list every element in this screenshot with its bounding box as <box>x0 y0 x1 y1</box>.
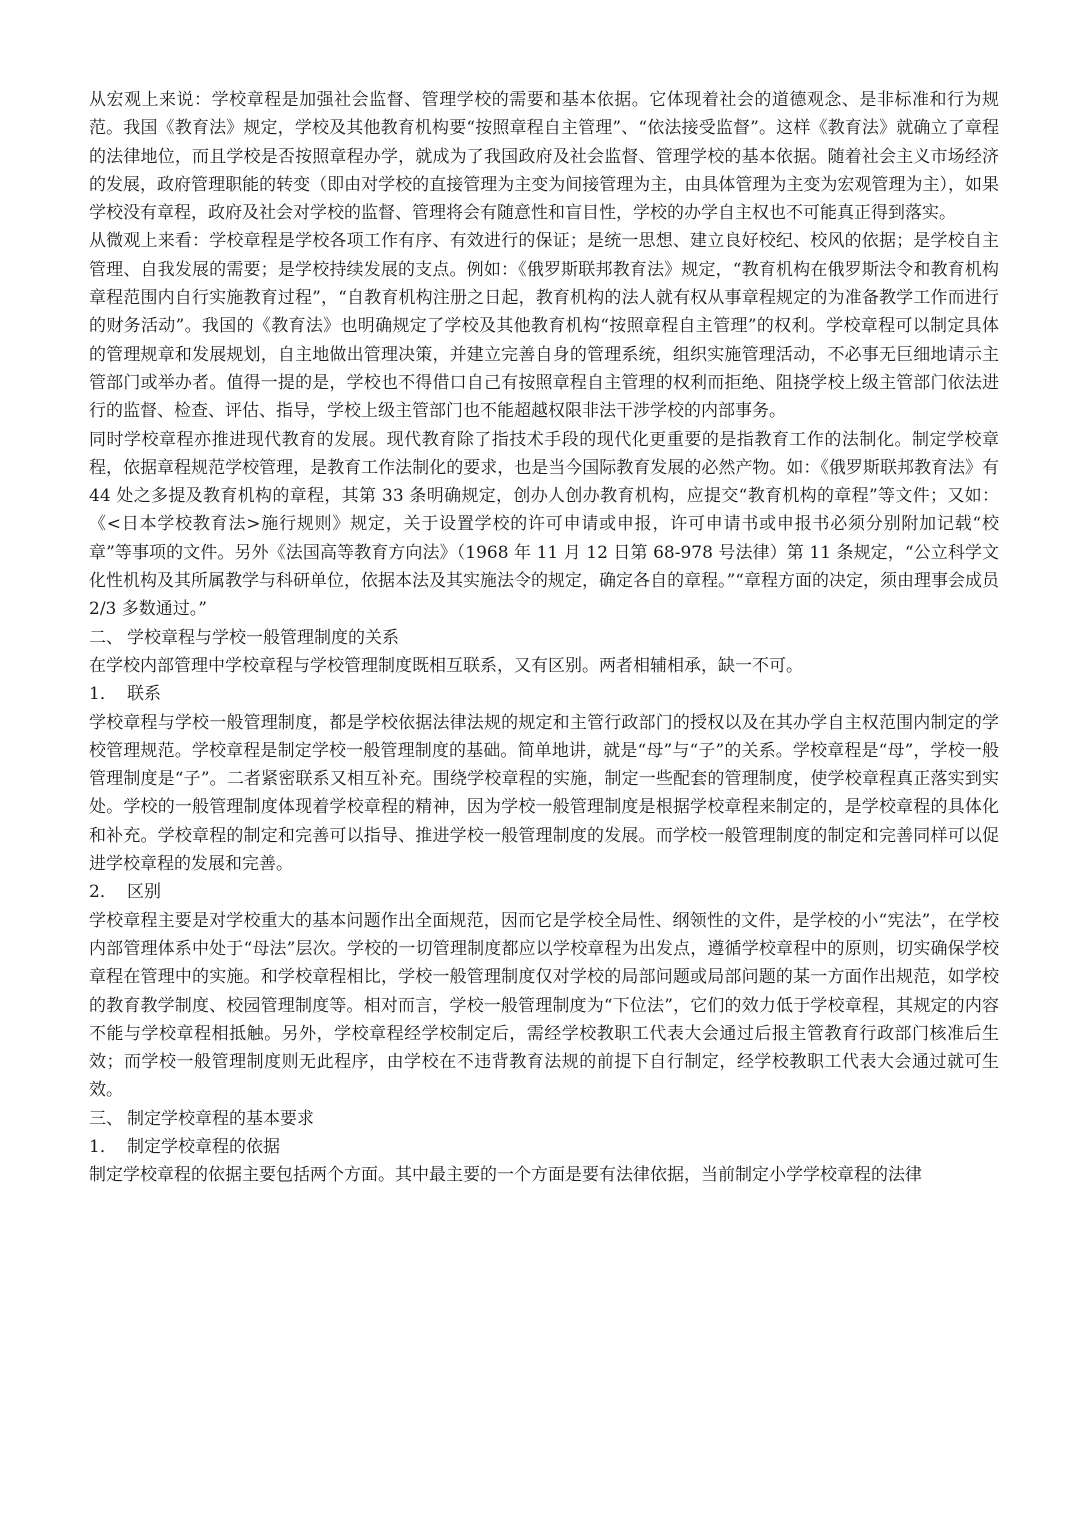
section-title: 制定学校章程的基本要求 <box>127 1108 314 1129</box>
paragraph-connection: 学校章程与学校一般管理制度，都是学校依据法律法规的规定和主管行政部门的授权以及在其办学自主权范围内制定的学校管理规范。学校章程是制定学校一般管理制度的基础。简单地讲，就是“母”与“子”的关系。学校章程是“母”，学校一般管理制度是“子”。二者紧密联系又相互补充。围绕学校章程的实施，制定一些配套的管理制度，使学校章程真正落实到实处。学校的一般管理制度体现着学校章程的精神，因为学校一般管理制度是根据学校章程来制定的，是学校章程的具体化和补充。学校章程的制定和完善可以指导、推进学校一般管理制度的发展。而学校一般管理制度的制定和完善同样可以促进学校章程的发展和完善。 <box>89 712 999 875</box>
paragraph-macro: 从宏观上来说：学校章程是加强社会监督、管理学校的需要和基本依据。它体现着社会的道德观念、是非标准和行为规范。我国《教育法》规定，学校及其他教育机构要“按照章程自主管理”、“依法接受监督”。这样《教育法》就确立了章程的法律地位，而且学校是否按照章程办学，就成为了我国政府及社会监督、管理学校的基本依据。随着社会主义市场经济的发展，政府管理职能的转变（即由对学校的直接管理为主变为间接管理为主，由具体管理为主变为宏观管理为主），如果学校没有章程，政府及社会对学校的监督、管理将会有随意性和盲目性，学校的办学自主权也不可能真正得到落实。 <box>89 90 999 224</box>
paragraph-basis: 制定学校章程的依据主要包括两个方面。其中最主要的一个方面是要有法律依据，当前制定小学学校章程的法律 <box>89 1165 922 1186</box>
paragraph-internal-management: 在学校内部管理中学校章程与学校管理制度既相互联系，又有区别。两者相辅相承，缺一不可。 <box>89 655 803 676</box>
paragraph-difference: 学校章程主要是对学校重大的基本问题作出全面规范，因而它是学校全局性、纲领性的文件，是学校的小“宪法”，在学校内部管理体系中处于“母法”层次。学校的一切管理制度都应以学校章程为出发点，遵循学校章程中的原则，切实确保学校章程在管理中的实施。和学校章程相比，学校一般管理制度仅对学校的局部问题或局部问题的某一方面作出规范，如学校的教育教学制度、校园管理制度等。相对而言，学校一般管理制度为“下位法”，它们的效力低于学校章程，其规定的内容不能与学校章程相抵触。另外，学校章程经学校制定后，需经学校教职工代表大会通过后报主管教育行政部门核准后生效；而学校一般管理制度则无此程序，由学校在不违背教育法规的前提下自行制定，经学校教职工代表大会通过就可生效。 <box>89 910 999 1101</box>
paragraph-micro: 从微观上来看：学校章程是学校各项工作有序、有效进行的保证；是统一思想、建立良好校纪、校风的依据；是学校自主管理、自我发展的需要；是学校持续发展的支点。例如：《俄罗斯联邦教育法》规定，“教育机构在俄罗斯法令和教育机构章程范围内自行实施教育过程”，“自教育机构注册之日起，教育机构的法人就有权从事章程规定的为准备教学工作而进行的财务活动”。我国的《教育法》也明确规定了学校及其他教育机构“按照章程自主管理”的权利。学校章程可以制定具体的管理规章和发展规划，自主地做出管理决策，并建立完善自身的管理系统，组织实施管理活动，不必事无巨细地请示主管部门或举办者。值得一提的是，学校也不得借口自己有按照章程自主管理的权利而拒绝、阻挠学校上级主管部门依法进行的监督、检查、评估、指导，学校上级主管部门也不能超越权限非法干涉学校的内部事务。 <box>89 231 999 422</box>
subsection-number: 1． <box>89 684 117 705</box>
subsection-heading-connection <box>89 680 999 708</box>
section-number: 二、 <box>89 627 123 648</box>
subsection-title: 制定学校章程的依据 <box>127 1136 280 1157</box>
subsection-number: 1． <box>89 1136 117 1157</box>
section-number: 三、 <box>89 1108 123 1129</box>
subsection-heading-difference <box>89 878 999 906</box>
subsection-heading-basis <box>89 1133 999 1161</box>
subsection-title: 联系 <box>127 684 161 705</box>
subsection-number: 2． <box>89 882 117 903</box>
document-page <box>89 86 999 1190</box>
section-heading-3 <box>89 1105 999 1133</box>
paragraph-modern-education: 同时学校章程亦推进现代教育的发展。现代教育除了指技术手段的现代化更重要的是指教育工作的法制化。制定学校章程，依据章程规范学校管理，是教育工作法制化的要求，也是当今国际教育发展的必然产物。如：《俄罗斯联邦教育法》有 44 处之多提及教育机构的章程，其第 33 条明确规定，创办人创办教育机构，应提交“教育机构的章程”等文件；又如：《<日本学校教育法>施行规则》规定，关于设置学校的许可申请或申报，许可申请书或申报书必须分别附加记载“校章”等事项的文件。另外《法国高等教育方向法》（1968 年 11 月 12 日第 68-978 号法律）第 11 条规定，“公立科学文化性机构及其所属教学与科研单位，依据本法及其实施法令的规定，确定各自的章程。”“章程方面的决定，须由理事会成员 2/3 多数通过。” <box>89 429 999 620</box>
subsection-title: 区别 <box>127 882 161 903</box>
section-title: 学校章程与学校一般管理制度的关系 <box>127 627 399 648</box>
section-heading-2 <box>89 624 999 652</box>
